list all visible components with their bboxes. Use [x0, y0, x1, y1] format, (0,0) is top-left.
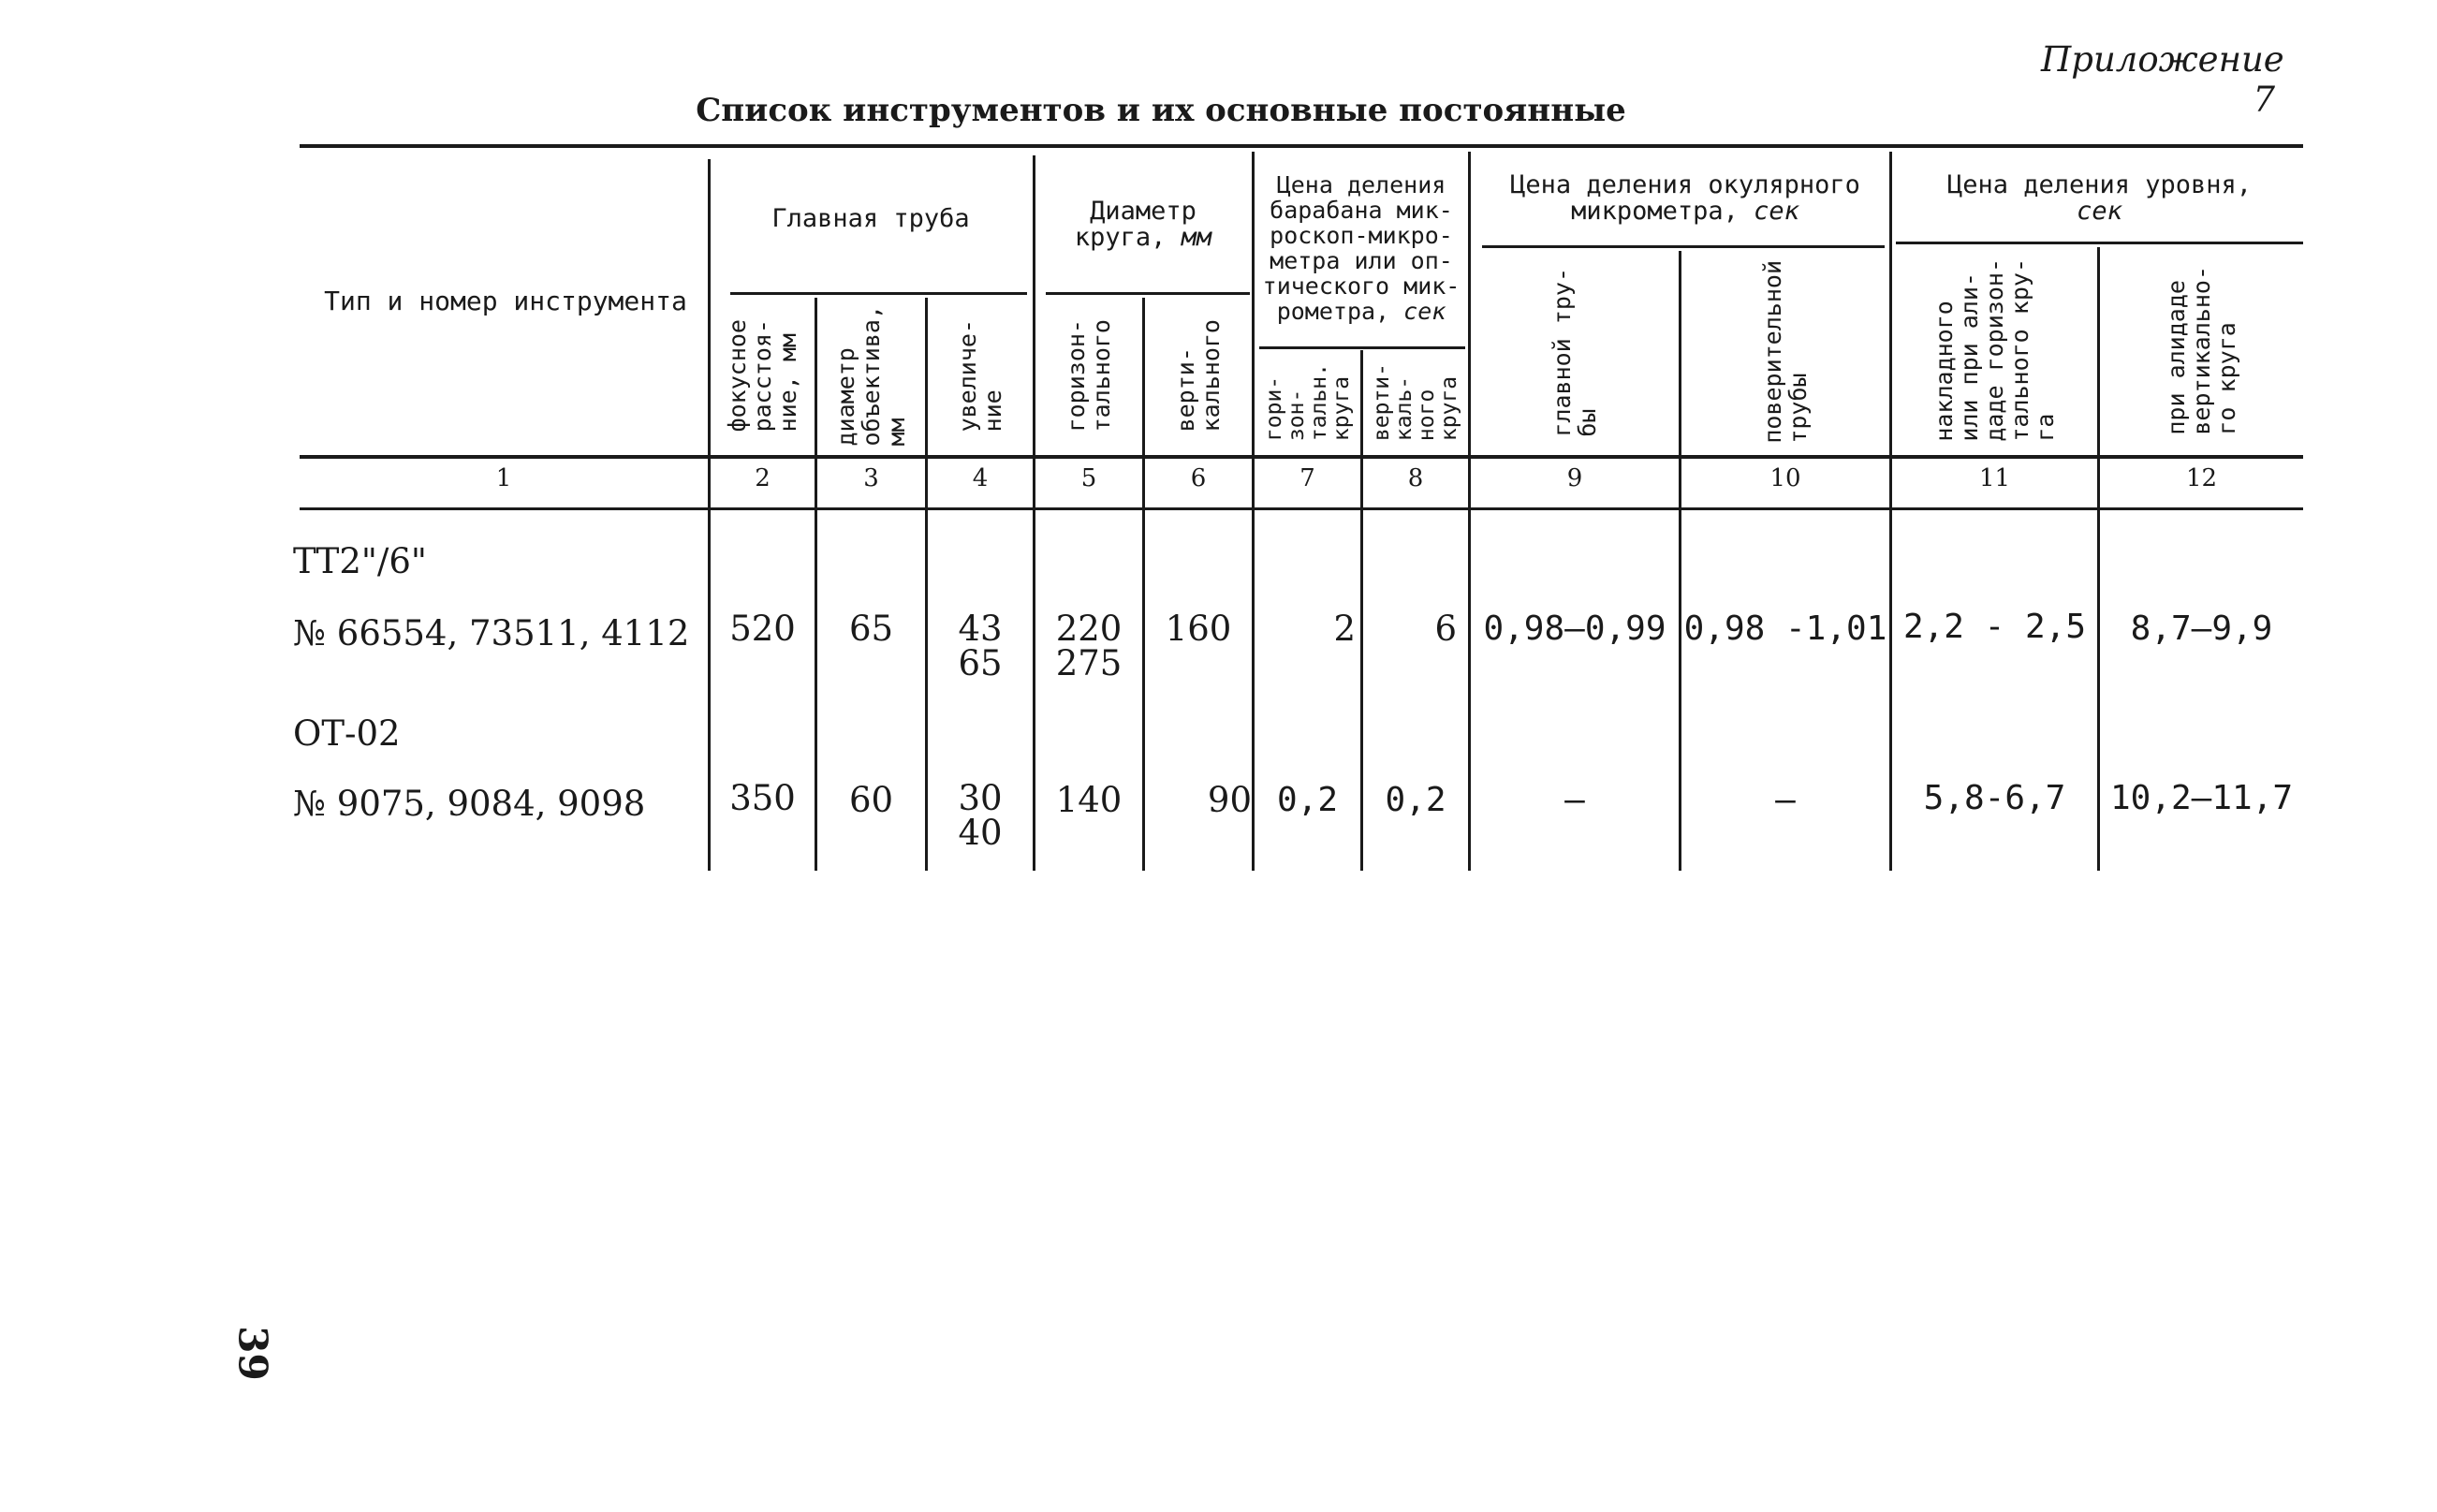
- diameter-rule: [1046, 292, 1250, 295]
- column-number: 1: [495, 464, 512, 492]
- subheader-verification-tube: поверительной трубы: [1759, 260, 1812, 444]
- main-tube-rule: [730, 292, 1027, 295]
- instrument-numbers: № 9075, 9084, 9098: [293, 784, 646, 824]
- eyepiece-header-unit: сек: [1754, 197, 1799, 226]
- subheader-magnification: увеличе- ние: [954, 318, 1006, 433]
- table-cell: 10,2—11,7: [2109, 779, 2294, 817]
- circle-diameter-line2: круга,: [1074, 223, 1182, 252]
- level-header-unit: сек: [2077, 197, 2122, 226]
- table-cell: 0,2: [1276, 781, 1339, 819]
- column-number: 5: [1080, 464, 1097, 492]
- level-header: [1896, 172, 2303, 225]
- column-number: 2: [755, 464, 771, 492]
- eyepiece-header-text: Цена деления окулярного микрометра,: [1510, 170, 1860, 226]
- table-cell: 65: [848, 609, 894, 649]
- level-header-text: Цена деления уровня,: [1946, 170, 2253, 199]
- eyepiece-header: [1489, 172, 1882, 225]
- table-cell: 0,98 -1,01: [1683, 609, 1887, 648]
- table-cell: 350: [729, 778, 796, 818]
- subheader-horizontal-circle: горизон- тального: [1063, 318, 1115, 433]
- column-number: 11: [1978, 464, 2011, 492]
- table-cell: —: [1775, 781, 1796, 819]
- column-number: 8: [1407, 464, 1424, 492]
- table-cell: 8,7—9,9: [2130, 609, 2273, 648]
- subheader-drum-vertical: верти- каль- ного круга: [1370, 363, 1461, 442]
- page-number-text: 39: [229, 1325, 276, 1381]
- header-bottom-rule: [300, 455, 2303, 459]
- circle-diameter-unit: мм: [1181, 223, 1212, 252]
- subheader-level-horizontal: накладного или при али- даде горизон- тального кру- га: [1931, 258, 2059, 442]
- table-cell: 2: [1333, 609, 1356, 649]
- drum-rule: [1259, 346, 1465, 349]
- table-top-rule: [300, 144, 2303, 148]
- table-cell: 160: [1165, 609, 1232, 649]
- number-row-rule: [300, 507, 2303, 510]
- table-cell: 6: [1434, 609, 1457, 649]
- table-cell: 520: [729, 609, 796, 649]
- page-number: [225, 1315, 281, 1390]
- table-cell: 90: [1207, 780, 1252, 820]
- table-cell: —: [1564, 781, 1585, 819]
- column-number: 3: [863, 464, 879, 492]
- table-cell: 5,8-6,7: [1923, 779, 2066, 817]
- level-rule: [1896, 242, 2303, 244]
- col-divider: [708, 159, 711, 871]
- circle-diameter-line1: Диаметр: [1090, 197, 1196, 226]
- table-cell: 220 275: [1055, 609, 1123, 683]
- subheader-main-tube: главной тру- бы: [1549, 267, 1601, 437]
- table-cell: 140: [1055, 780, 1123, 820]
- instrument-name: ТТ2"/6": [293, 541, 427, 581]
- drum-header-text: Цена деления барабана мик-роскоп-микро-метра или оп-тического мик-рометра,: [1262, 171, 1461, 325]
- column-number: 12: [2185, 464, 2218, 492]
- col-divider: [1252, 152, 1255, 871]
- subheader-objective-diameter: диаметр объектива, мм: [832, 304, 910, 447]
- drum-header: [1257, 172, 1465, 324]
- subheader-drum-horizontal: гори- зон- тальн. круга: [1261, 363, 1354, 442]
- subheader-vertical-circle: верти- кального: [1172, 318, 1225, 433]
- table-cell: 43 65: [958, 609, 1003, 683]
- instrument-name: ОТ-02: [293, 713, 401, 754]
- table-cell: 0,98—0,99: [1483, 609, 1666, 648]
- table-cell: 30 40: [958, 778, 1003, 853]
- eyepiece-rule: [1482, 245, 1885, 248]
- table-cell: 2,2 - 2,5: [1902, 608, 2087, 646]
- table-cell: 0,2: [1385, 781, 1446, 819]
- column-number: 9: [1566, 464, 1583, 492]
- main-tube-header: Главная труба: [771, 204, 970, 233]
- subheader-level-vertical: при алидаде вертикально- го круга: [2163, 265, 2240, 435]
- drum-header-unit: сек: [1403, 298, 1446, 325]
- table-cell: 60: [848, 780, 894, 820]
- column-number: 7: [1299, 464, 1315, 492]
- type-header: Тип и номер инструмента: [324, 286, 687, 316]
- appendix-label: Приложение 7: [2041, 39, 2284, 120]
- column-number: 6: [1190, 464, 1207, 492]
- instrument-numbers: № 66554, 73511, 4112: [293, 613, 690, 653]
- page-title: Список инструментов и их основные постоянные: [696, 92, 1626, 129]
- circle-diameter-header: [1036, 198, 1250, 251]
- column-number: 4: [972, 464, 989, 492]
- column-number: 10: [1769, 464, 1801, 492]
- subheader-focal-length: фокусное расстоя- ние, мм: [724, 318, 801, 433]
- col-divider: [1033, 155, 1035, 871]
